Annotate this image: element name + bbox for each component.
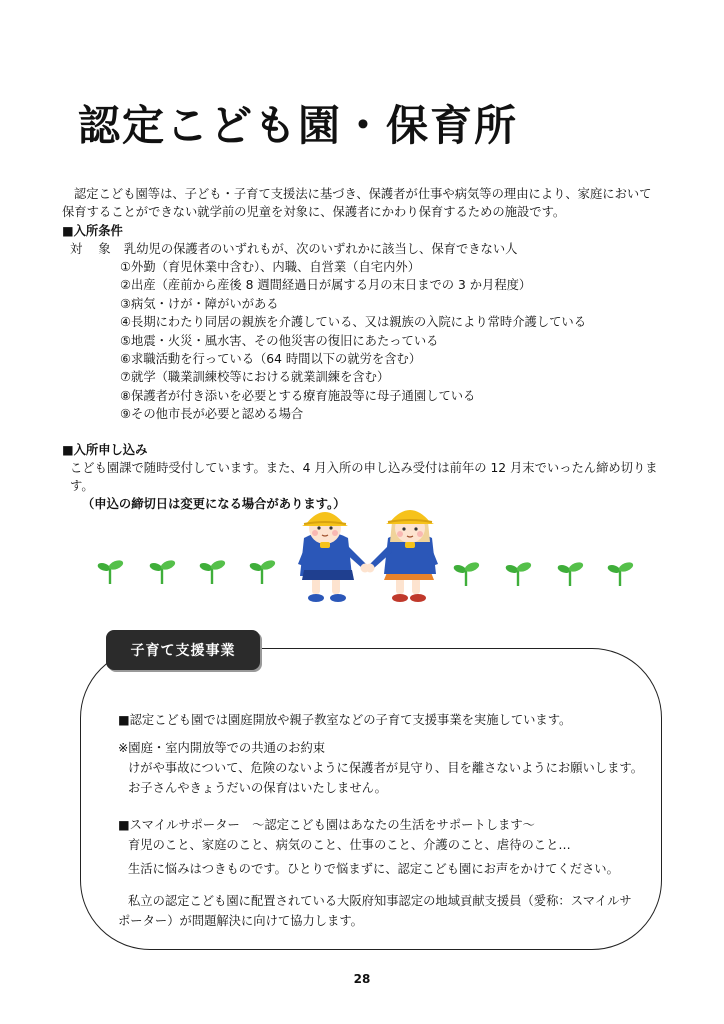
condition-list: [120, 258, 586, 424]
condition-item: ①外勤（育児休業中含む）、内職、自営業（自宅内外）: [120, 260, 421, 274]
sprout-icon: [249, 558, 277, 584]
child-boy-icon: [298, 512, 370, 602]
sprout-icon: [149, 558, 177, 584]
condition-item: ⑦就学（職業訓練校等における就業訓練を含む）: [120, 370, 390, 385]
condition-item: ⑧保護者が付き添いを必要とする療育施設等に母子通園している: [120, 388, 476, 403]
smile-line-1: 育児のこと、家庭のこと、病気のこと、仕事のこと、介護のこと、虐待のこと…: [128, 838, 571, 852]
smile-line-3: 私立の認定こども園に配置されている大阪府知事認定の地域貢献支援員（愛称：スマイルサポーター）が問題解決に向けて協力します。: [118, 894, 632, 928]
rules-line-2: お子さんやきょうだいの保育はいたしません。: [128, 781, 387, 795]
application-note: （申込の締切日は変更になる場合があります。）: [82, 497, 346, 511]
sprout-icon: [505, 560, 533, 586]
condition-item: ②出産（産前から産後 8 週間経過日が属する月の末日までの 3 か月程度）: [120, 278, 532, 293]
condition-item: ④長期にわたり同居の親族を介護している、又は親族の入院により常時介護している: [120, 315, 587, 330]
smile-line-2: 生活に悩みはつきものです。ひとりで悩まずに、認定こども園にお声をかけてください。: [128, 862, 619, 876]
condition-item: ⑨その他市長が必要と認める場合: [120, 407, 304, 422]
rules-line-1: けがや事故について、危険のないように保護者が見守り、目を離さないようにお願いします。: [128, 761, 643, 775]
page-title: 認定こども園・保育所: [78, 101, 519, 150]
sprout-icon: [557, 560, 585, 586]
application-text: こども園課で随時受付しています。また、4 月入所の申し込み受付は前年の 12 月末でいったん締め切ります。 （申込の締切日は変更になる場合があります。）: [70, 461, 658, 511]
application-heading: ■入所申し込み: [62, 443, 148, 457]
sprout-icon: [453, 560, 481, 586]
children-sprouts-illustration: [0, 498, 724, 610]
target-row: [70, 240, 517, 258]
intro-paragraph: 認定こども園等は、子ども・子育て支援法に基づき、保護者が仕事や病気等の理由により、家庭において保育することができない就学前の児童を対象に、保護者にかわり保育するための施設です。: [62, 187, 652, 219]
page-number: 28: [353, 972, 371, 986]
condition-item: ⑤地震・火災・風水害、その他災害の復旧にあたっている: [120, 333, 439, 348]
support-section-tab: 子育て支援事業: [106, 630, 260, 670]
sprout-icon: [97, 558, 125, 584]
sprout-icon: [607, 560, 635, 586]
support-line-1: ■認定こども園では園庭開放や親子教室などの子育て支援事業を実施しています。: [118, 713, 572, 727]
conditions-heading: ■入所条件: [62, 224, 123, 238]
condition-item: ③病気・けが・障がいがある: [120, 296, 279, 311]
rules-heading: ※園庭・室内開放等での共通のお約束: [118, 741, 326, 755]
sprout-icon: [199, 558, 227, 584]
target-label: 対 象: [70, 242, 117, 256]
condition-item: ⑥求職活動を行っている（64 時間以下の就労を含む）: [120, 352, 422, 367]
target-text: 乳幼児の保護者のいずれもが、次のいずれかに該当し、保育できない人: [123, 242, 518, 256]
smile-supporter-heading: ■スマイルサポーター ～認定こども園はあなたの生活をサポートします～: [118, 818, 535, 832]
child-girl-icon: [366, 510, 439, 602]
